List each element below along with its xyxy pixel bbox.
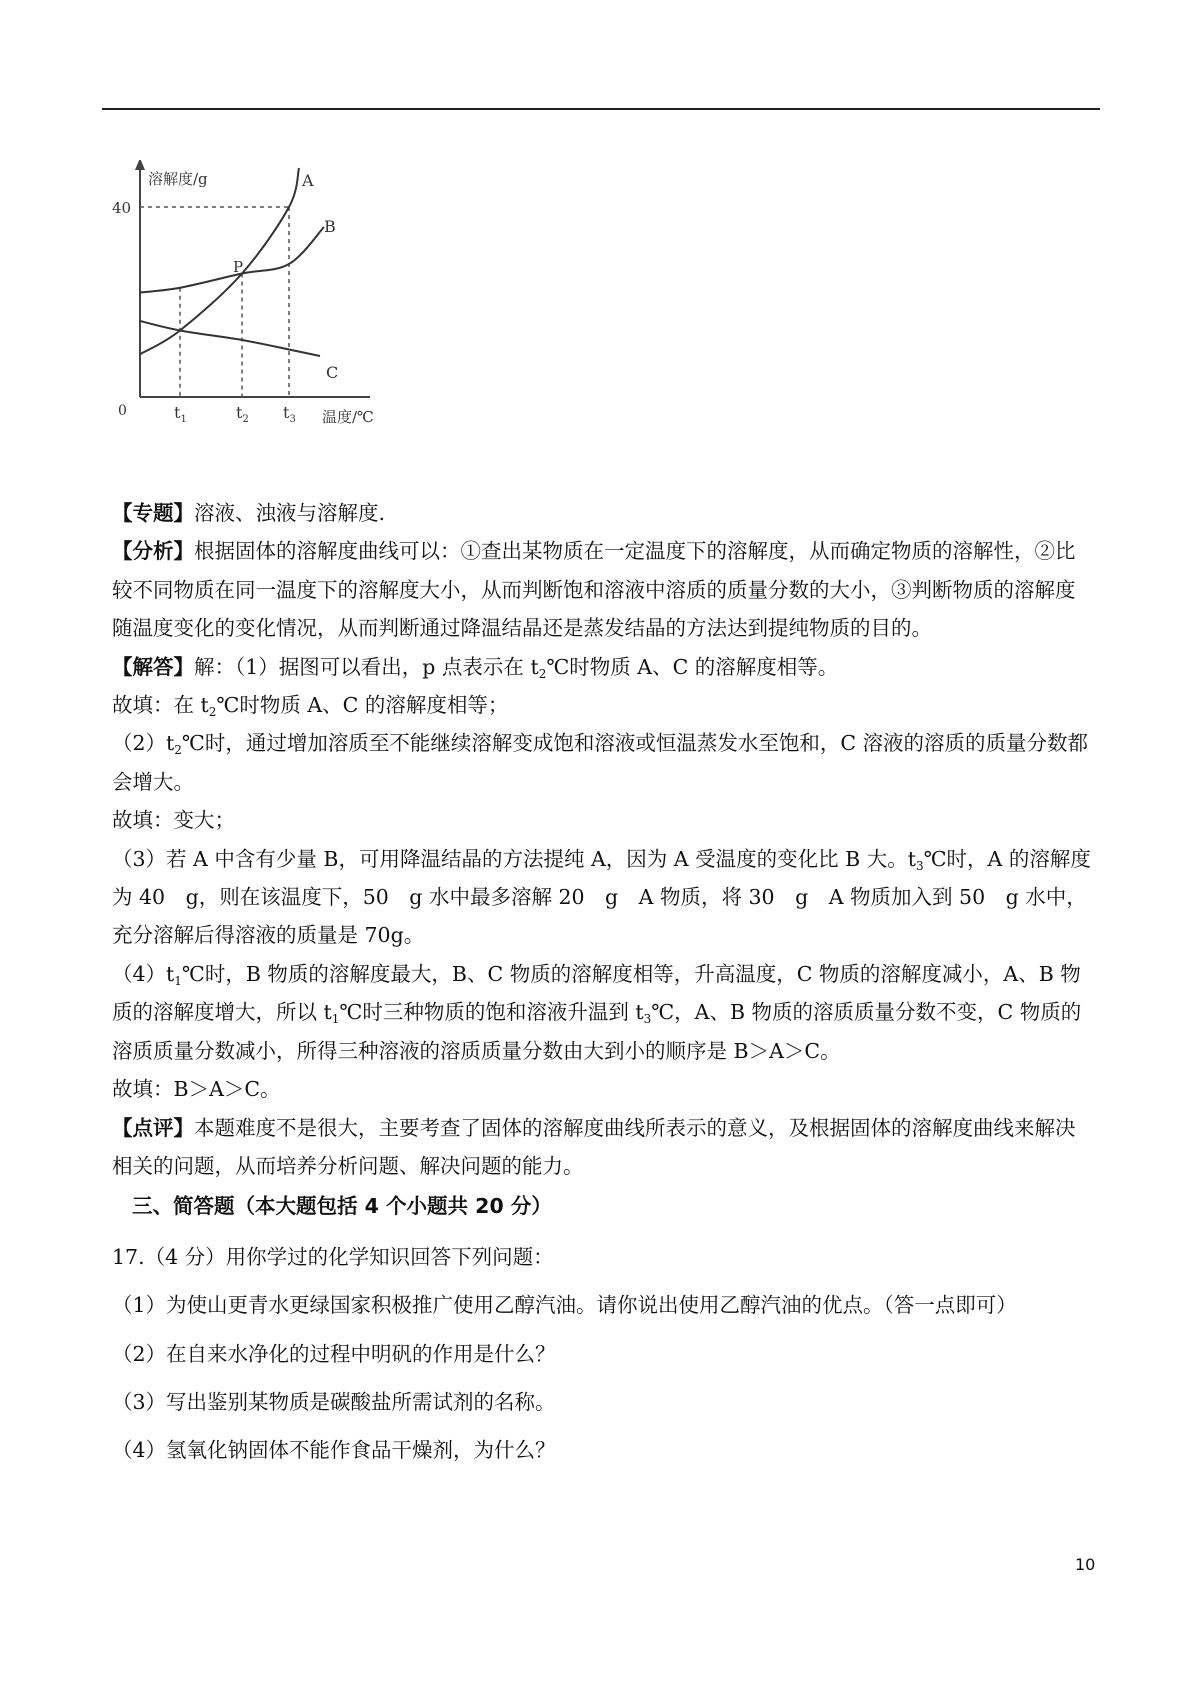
point-label-p: P: [233, 258, 244, 276]
answer-1-text: 解：（1）据图可以看出，p 点表示在 t: [194, 654, 539, 679]
y-axis-label: 溶解度/g: [148, 170, 208, 188]
solubility-chart: [112, 160, 432, 480]
subscript: 1: [174, 973, 182, 988]
question-17-part-4: （4）氢氧化钠固体不能作食品干燥剂，为什么？: [112, 1438, 556, 1463]
fill-1-text: ℃时物质 A、C 的溶解度相等；: [216, 693, 509, 718]
analysis-label: 【分析】: [112, 539, 194, 564]
question-17-part-1: （1）为使山更青水更绿国家积极推广使用乙醇汽油。请你说出使用乙醇汽油的优点。（答一点即可）: [112, 1293, 1017, 1318]
question-17-stem: 17.（4 分）用你学过的化学知识回答下列问题：: [112, 1244, 554, 1269]
subscript: 2: [538, 666, 547, 681]
fill-2: 故填：变大；: [112, 808, 235, 833]
x-tick-label: $t_2$: [236, 403, 249, 425]
subscript: 1: [331, 1012, 340, 1027]
header-rule: [102, 108, 1100, 110]
subscript: 3: [915, 858, 924, 873]
topic-text: 溶液、浊液与溶解度.: [194, 501, 386, 525]
answer-2-text: （2）t: [112, 731, 175, 756]
x-axis-label: 温度/℃: [322, 408, 374, 426]
y-tick-label: 40: [112, 199, 132, 217]
y-axis-arrow: [135, 160, 145, 170]
x-tick-label: $t_1$: [174, 403, 187, 425]
solubility-chart-svg: [112, 160, 432, 480]
section-title: 三、简答题（本大题包括 4 个小题共 20 分）: [132, 1194, 552, 1219]
origin-label: 0: [118, 403, 127, 419]
answer-2-text: ℃时，通过增加溶质至不能继续溶解变成饱和溶液或恒温蒸发水至饱和，C 溶液的溶质的质量分数都会增大。: [112, 731, 1089, 794]
answer-4: [112, 955, 1092, 1070]
review-text: 本题难度不是很大，主要考查了固体的溶解度曲线所表示的意义，及根据固体的溶解度曲线来解决相关的问题，从而培养分析问题、解决问题的能力。: [112, 1115, 1076, 1178]
answer-3: [112, 840, 1092, 955]
answer-3-text: ℃时，A 的溶解度为 40 g，则在该温度下，50 g 水中最多溶解 20 g A 物质，将 30 g A 物质加入到 50 g 水中，充分溶解后得溶液的质量是 70g。: [112, 846, 1091, 948]
page-number: 10: [1075, 1555, 1096, 1574]
series-label-c: C: [326, 363, 339, 382]
fill-1-text: 故填：在 t: [112, 693, 209, 718]
answer-2: [112, 724, 1092, 801]
series-label-a: A: [302, 171, 314, 190]
subscript: 3: [643, 1012, 652, 1027]
subscript: 2: [208, 705, 217, 720]
topic-label: 【专题】: [112, 501, 194, 525]
answer-4-text: ℃，A、B 物质的溶质质量分数不变，C 物质的溶质质量分数减小，所得三种溶液的溶质质量分数由大到小的顺序是 B＞A＞C。: [112, 1000, 1082, 1063]
fill-4: 故填：B＞A＞C。: [112, 1077, 281, 1102]
solution-content: [112, 494, 1092, 1470]
review-label: 【点评】: [112, 1115, 194, 1140]
question-17-part-2: （2）在自来水净化的过程中明矾的作用是什么？: [112, 1341, 556, 1366]
answer-3-text: （3）若 A 中含有少量 B，可用降温结晶的方法提纯 A，因为 A 受温度的变化比 B 大。t: [112, 846, 916, 871]
series-line-b: [140, 227, 324, 293]
answer-1-text: ℃时物质 A、C 的溶解度相等。: [546, 654, 839, 679]
topic-paragraph: [112, 494, 1092, 532]
answer-4-text: （4）t: [112, 961, 175, 986]
fill-1: [112, 686, 1092, 724]
review-paragraph: [112, 1109, 1092, 1186]
answer-label: 【解答】: [112, 654, 194, 679]
x-tick-label: $t_3$: [283, 403, 296, 425]
analysis-text: 根据固体的溶解度曲线可以：①查出某物质在一定温度下的溶解度，从而确定物质的溶解性，②比较不同物质在同一温度下的溶解度大小，从而判断饱和溶液中溶质的质量分数的大小，③判断物质的溶解度随温度变化的变化情况，从而判断通过降温结晶还是蒸发结晶的方法达到提纯物质的目的。: [112, 539, 1076, 641]
series-label-b: B: [324, 217, 336, 236]
answer-4-text: ℃时三种物质的饱和溶液升温到 t: [339, 1000, 644, 1025]
analysis-paragraph: [112, 532, 1092, 647]
answer-1: [112, 648, 1092, 686]
question-17-part-3: （3）写出鉴别某物质是碳酸盐所需试剂的名称。: [112, 1389, 556, 1414]
subscript: 2: [174, 743, 182, 758]
answer-4-text: ℃时，B 物质的溶解度最大，B、C 物质的溶解度相等，升高温度，C 物质的溶解度减小，A、B 物质的溶解度增大，所以 t: [112, 961, 1081, 1025]
